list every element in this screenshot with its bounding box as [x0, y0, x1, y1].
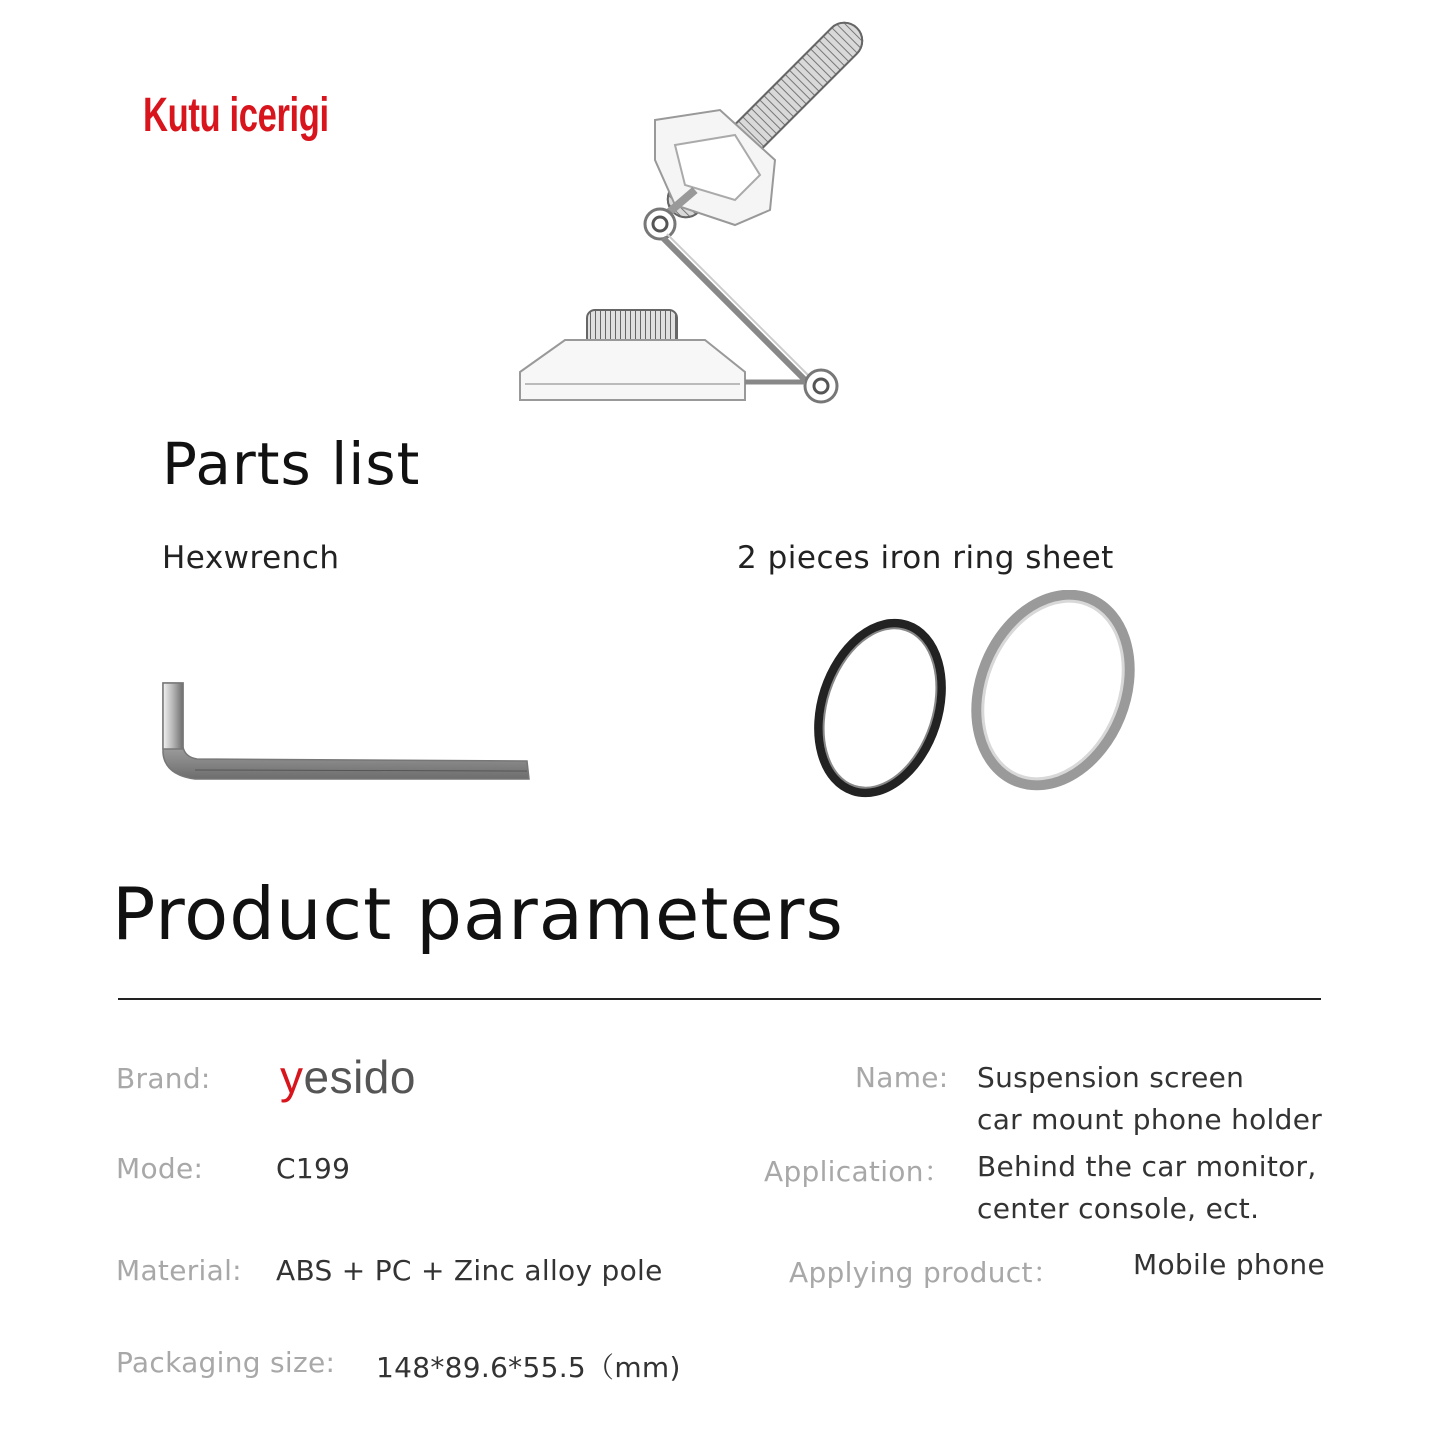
name-value-line2: car mount phone holder: [977, 1103, 1323, 1136]
iron-ring-label: 2 pieces iron ring sheet: [737, 540, 1114, 576]
mode-value: C199: [276, 1152, 351, 1185]
brand-logo: yesido: [280, 1051, 416, 1103]
hexwrench-label: Hexwrench: [162, 540, 340, 576]
applying-product-key: Applying product：: [789, 1256, 1062, 1289]
box-contents-title: Kutu icerigi: [143, 89, 329, 142]
name-value-line1: Suspension screen: [977, 1061, 1245, 1094]
application-value-line2: center console, ect.: [977, 1192, 1260, 1225]
product-parameters-title: Product parameters: [112, 872, 844, 956]
brand-key: Brand:: [116, 1062, 211, 1095]
application-key: Application：: [764, 1155, 953, 1188]
packaging-key: Packaging size:: [116, 1346, 336, 1379]
application-value-line1: Behind the car monitor,: [977, 1150, 1317, 1183]
name-key: Name:: [855, 1061, 949, 1094]
divider: [118, 998, 1321, 1000]
car-mount-illustration: [505, 10, 875, 410]
mode-key: Mode:: [116, 1152, 204, 1185]
iron-rings-icon: [805, 590, 1150, 800]
parts-list-title: Parts list: [162, 430, 421, 498]
material-key: Material:: [116, 1254, 242, 1287]
applying-product-value: Mobile phone: [1133, 1248, 1325, 1281]
material-value: ABS + PC + Zinc alloy pole: [276, 1254, 663, 1287]
packaging-value: 148*89.6*55.5（mm): [376, 1351, 681, 1384]
hex-wrench-icon: [155, 675, 540, 790]
